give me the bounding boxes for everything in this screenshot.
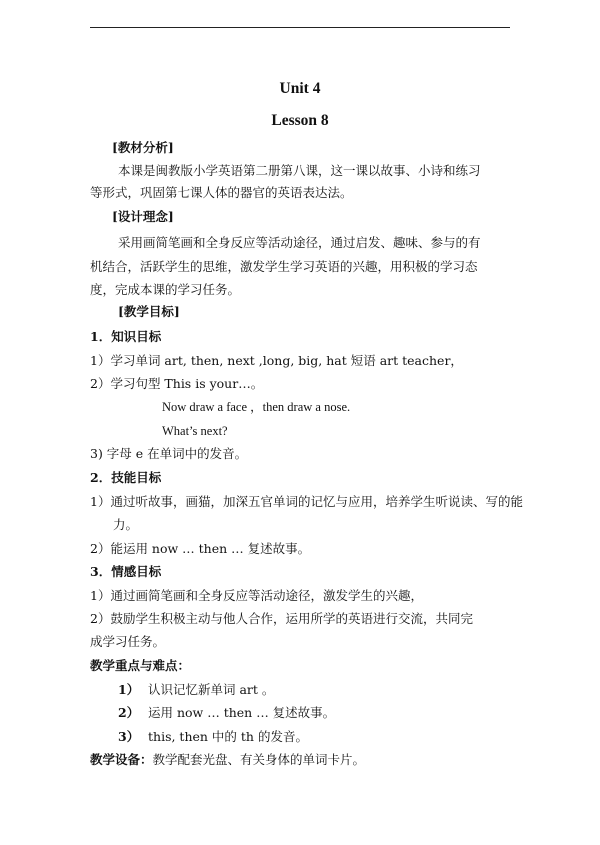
equipment-line <box>90 752 365 768</box>
design-concept-heading: [设计理念] <box>112 209 174 224</box>
key-point-text: 运用 now … then … 复述故事。 <box>148 705 336 720</box>
skill-item: 1）通过听故事，画猫，加深五官单词的记忆与应用，培养学生听说读、写的能 <box>90 494 523 509</box>
equipment-text: 教学配套光盘、有关身体的单词卡片。 <box>152 752 366 767</box>
lesson-title: Lesson 8 <box>271 112 329 129</box>
emotion-item: 成学习任务。 <box>90 634 166 649</box>
design-concept-line: 机结合，活跃学生的思维，激发学生学习英语的兴趣，用积极的学习态 <box>90 259 478 274</box>
emotion-item: 1）通过画简笔画和全身反应等活动途径，激发学生的兴趣， <box>90 588 423 603</box>
skill-item: 2）能运用 now … then … 复述故事。 <box>90 541 311 556</box>
teaching-goals-heading: [教学目标] <box>118 304 180 319</box>
skill-goals-heading: 2．技能目标 <box>90 470 162 485</box>
knowledge-item: 1）学习单词 art, then, next ,long, big, hat 短语 art teacher， <box>90 353 463 368</box>
knowledge-item: 2）学习句型 This is your…。 <box>90 376 264 391</box>
emotion-goals-heading: 3．情感目标 <box>90 564 162 579</box>
header-rule <box>90 27 510 28</box>
design-concept-line: 采用画简笔画和全身反应等活动途径，通过启发、趣味、参与的有 <box>118 235 481 250</box>
material-analysis-line: 本课是闽教版小学英语第二册第八课，这一课以故事、小诗和练习 <box>118 163 481 178</box>
unit-title: Unit 4 <box>279 80 321 97</box>
knowledge-item: 3) 字母 e 在单词中的发音。 <box>90 446 248 461</box>
key-points-heading: 教学重点与难点： <box>90 658 191 673</box>
key-point-number: 1） <box>118 682 140 697</box>
key-point-text: 认识记忆新单词 art 。 <box>148 682 275 697</box>
emotion-item: 2）鼓励学生积极主动与他人合作，运用所学的英语进行交流，共同完 <box>90 611 473 626</box>
key-point-text: this, then 中的 th 的发音。 <box>148 729 308 744</box>
key-point-number: 2） <box>118 705 140 720</box>
design-concept-line: 度，完成本课的学习任务。 <box>90 282 241 297</box>
sentence-pattern: What’s next? <box>162 424 228 438</box>
skill-item: 力。 <box>113 517 139 532</box>
equipment-heading: 教学设备： <box>90 752 153 767</box>
knowledge-goals-heading: 1．知识目标 <box>90 329 162 344</box>
key-point-number: 3） <box>118 729 140 744</box>
sentence-pattern: Now draw a face ，then draw a nose. <box>162 400 351 414</box>
material-analysis-heading: [教材分析] <box>112 140 174 155</box>
material-analysis-line: 等形式，巩固第七课人体的器官的英语表达法。 <box>90 185 353 200</box>
